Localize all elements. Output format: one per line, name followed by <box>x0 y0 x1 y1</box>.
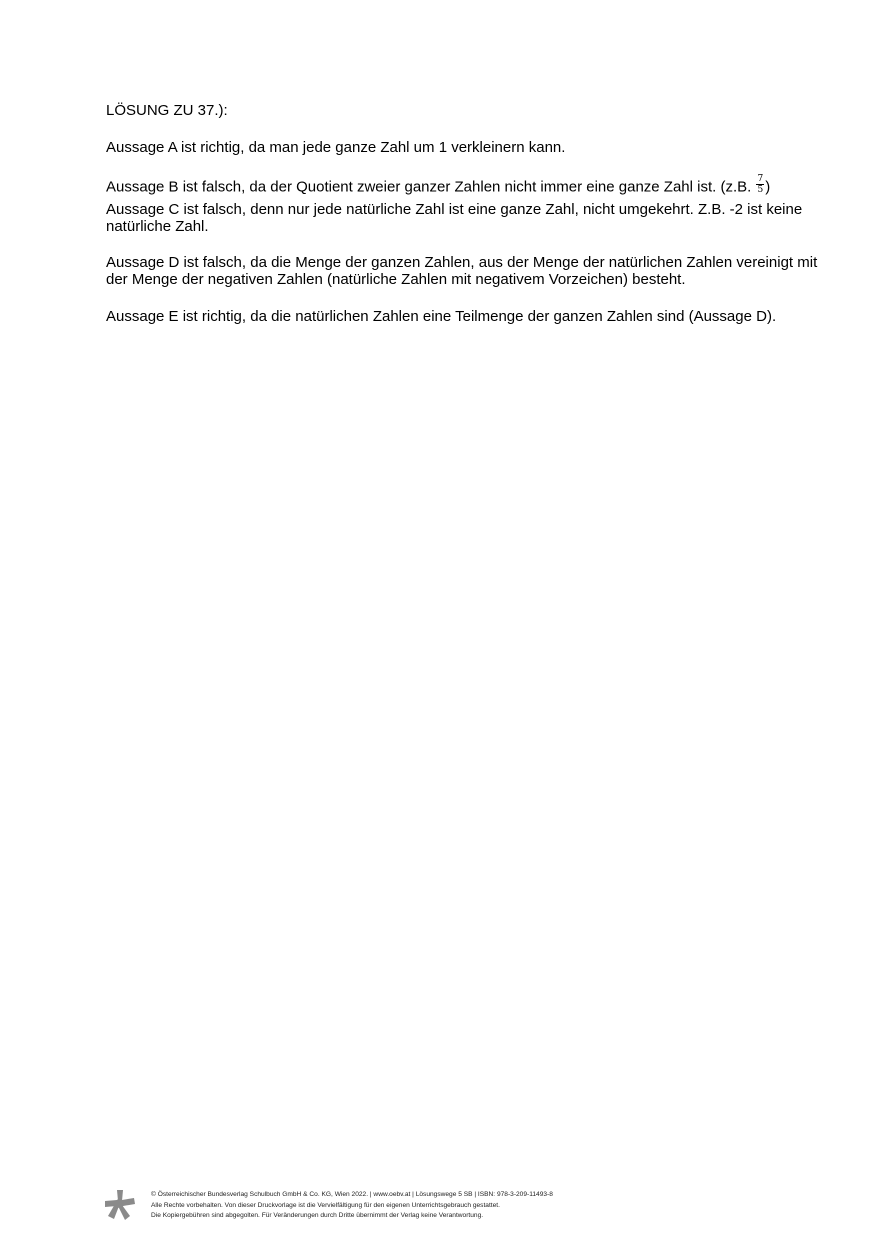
logo-arm-right <box>122 1198 135 1206</box>
footer-line-2: Alle Rechte vorbehalten. Von dieser Druckvorlage ist die Vervielfältigung für den eigenen Unterrichtsgebrauch gestattet. <box>151 1201 500 1209</box>
statement-a: Aussage A ist richtig, da man jede ganze Zahl um 1 verkleinern kann. <box>106 139 566 156</box>
statement-b <box>106 174 836 198</box>
footer-line-3: Die Kopiergebühren sind abgegolten. Für Veränderungen durch Dritte übernimmt der Verlag keine Verantwortung. <box>151 1212 484 1219</box>
footer-line-1: © Österreichischer Bundesverlag Schulbuch GmbH & Co. KG, Wien 2022. | www.oebv.at | Lösungswege 5 SB | ISBN: 978-3-209-11493-8 <box>151 1191 553 1198</box>
fraction <box>756 174 764 195</box>
page-title: LÖSUNG ZU 37.): <box>106 102 228 119</box>
statement-b-text: Aussage B ist falsch, da der Quotient zweier ganzer Zahlen nicht immer eine ganze Zahl ist. (z.B. <box>106 178 752 196</box>
statement-b-close: ) <box>765 178 771 196</box>
logo-center <box>115 1199 124 1208</box>
fraction-denominator: 5 <box>757 185 764 195</box>
statement-d: Aussage D ist falsch, da die Menge der ganzen Zahlen, aus der Menge der natürlichen Zahlen vereinigt mit der Menge der negativen Zahlen (natürliche Zahlen mit negativem Vorzeichen) besteht. <box>106 254 818 288</box>
publisher-logo-icon <box>104 1189 136 1221</box>
statement-c: Aussage C ist falsch, denn nur jede natürliche Zahl ist eine ganze Zahl, nicht umgekehrt. Z.B. -2 ist keine natürliche Zahl. <box>106 201 803 235</box>
fraction-numerator: 7 <box>757 174 764 184</box>
footer-copyright <box>151 1190 553 1222</box>
statement-e: Aussage E ist richtig, da die natürlichen Zahlen eine Teilmenge der ganzen Zahlen sind (Aussage D). <box>106 308 777 325</box>
